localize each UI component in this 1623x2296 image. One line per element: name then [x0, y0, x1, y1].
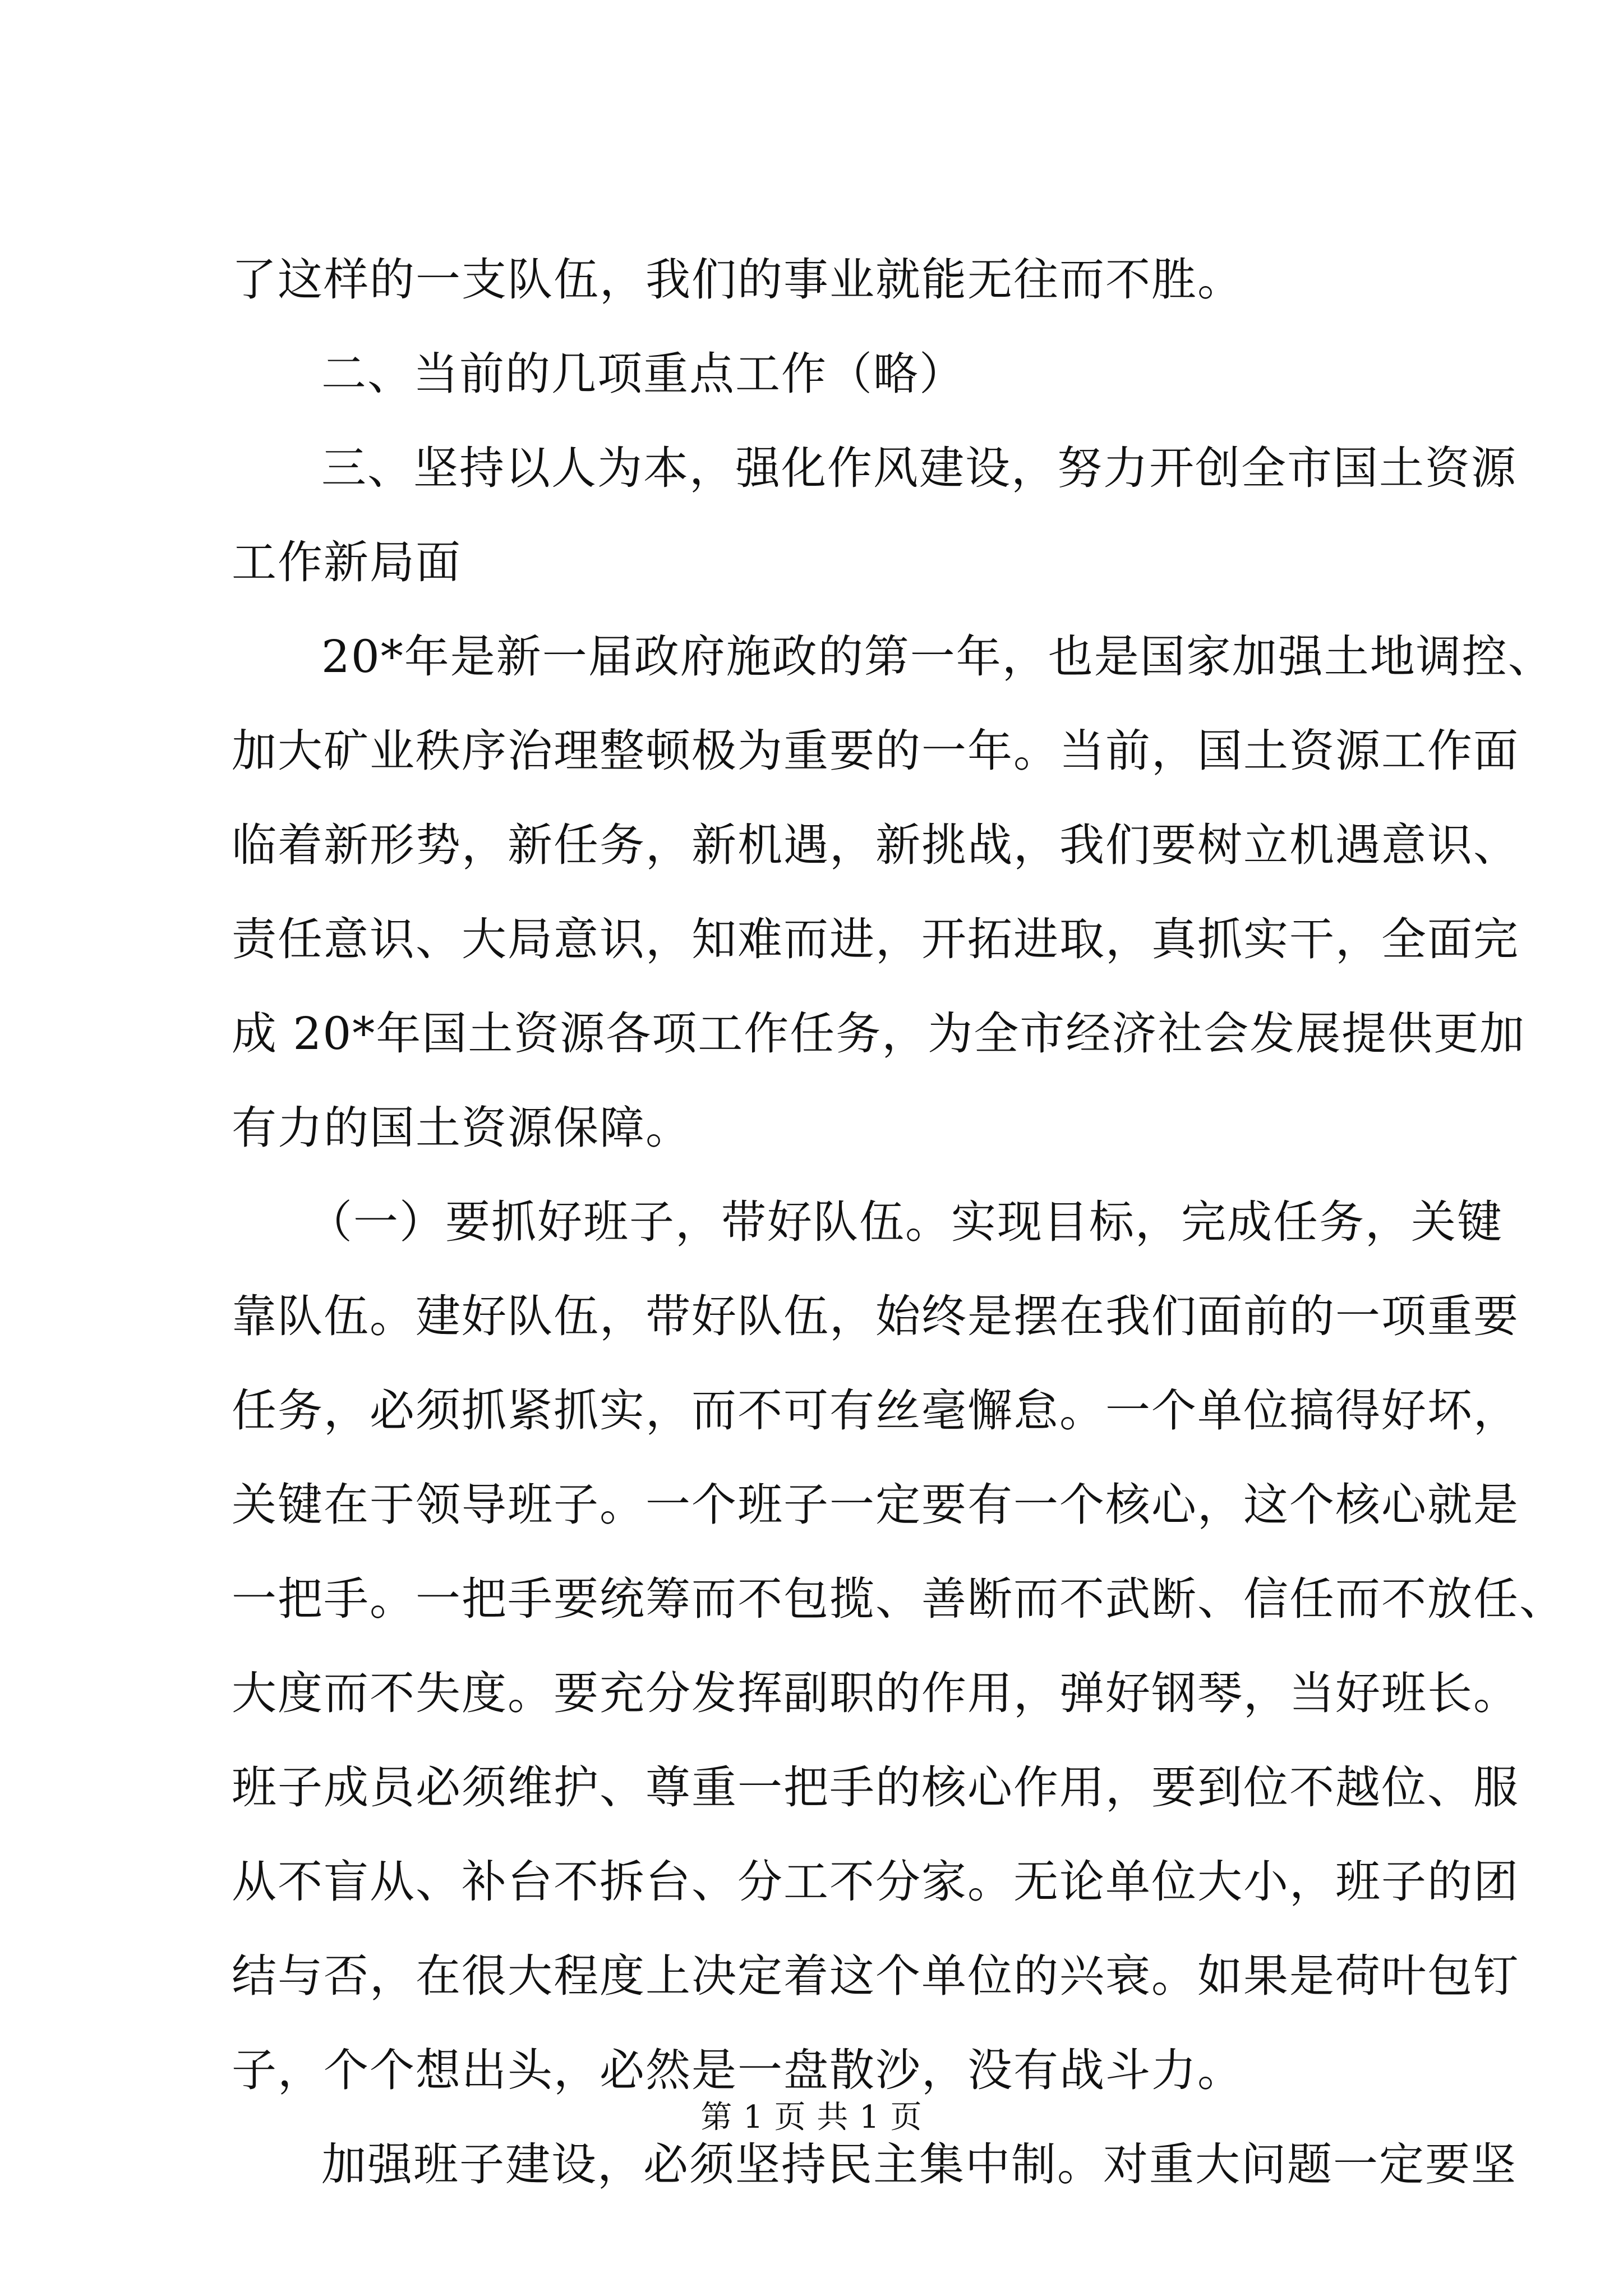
paragraph-line: 20*年是新一届政府施政的第一年，也是国家加强土地调控、 [321, 631, 1554, 683]
document-body [232, 233, 1565, 2212]
page-footer [0, 2095, 1623, 2140]
paragraph-line: 关键在于领导班子。一个班子一定要有一个核心，这个核心就是 [232, 1479, 1519, 1531]
paragraph-line: 加大矿业秩序治理整顿极为重要的一年。当前，国土资源工作面 [232, 725, 1519, 777]
section-heading: 二、当前的几项重点工作（略） [321, 348, 965, 400]
paragraph-line: 任务，必须抓紧抓实，而不可有丝毫懈怠。一个单位搞得好坏， [232, 1384, 1519, 1437]
paragraph-line: 大度而不失度。要充分发挥副职的作用，弹好钢琴，当好班长。 [232, 1667, 1519, 1719]
subsection-line: （一）要抓好班子，带好队伍。实现目标，完成任务，关键 [307, 1196, 1503, 1248]
paragraph-line: 子，个个想出头，必然是一盘散沙，没有战斗力。 [232, 2044, 1243, 2096]
paragraph-line: 班子成员必须维护、尊重一把手的核心作用，要到位不越位、服 [232, 1761, 1519, 1814]
text-line: 了这样的一支队伍，我们的事业就能无往而不胜。 [232, 254, 1243, 306]
paragraph-line: 责任意识、大局意识，知难而进，开拓进取，真抓实干，全面完 [232, 913, 1519, 965]
section-heading: 三、坚持以人为本，强化作风建设，努力开创全市国土资源 [321, 442, 1517, 494]
paragraph-line: 临着新形势，新任务，新机遇，新挑战，我们要树立机遇意识、 [232, 819, 1519, 871]
paragraph-line: 结与否，在很大程度上决定着这个单位的兴衰。如果是荷叶包钉 [232, 1950, 1519, 2002]
paragraph-line: 靠队伍。建好队伍，带好队伍，始终是摆在我们面前的一项重要 [232, 1290, 1519, 1342]
paragraph-line: 加强班子建设，必须坚持民主集中制。对重大问题一定要坚 [321, 2138, 1517, 2191]
paragraph-line: 有力的国土资源保障。 [232, 1102, 691, 1154]
paragraph-line: 一把手。一把手要统筹而不包揽、善断而不武断、信任而不放任、 [232, 1573, 1565, 1625]
page-number-label: 第 1 页 共 1 页 [700, 2099, 923, 2136]
paragraph-line: 从不盲从、补台不拆台、分工不分家。无论单位大小，班子的团 [232, 1856, 1519, 1908]
paragraph-line: 成 20*年国土资源各项工作任务，为全市经济社会发展提供更加 [232, 1007, 1526, 1060]
section-heading-continuation: 工作新局面 [232, 536, 462, 588]
